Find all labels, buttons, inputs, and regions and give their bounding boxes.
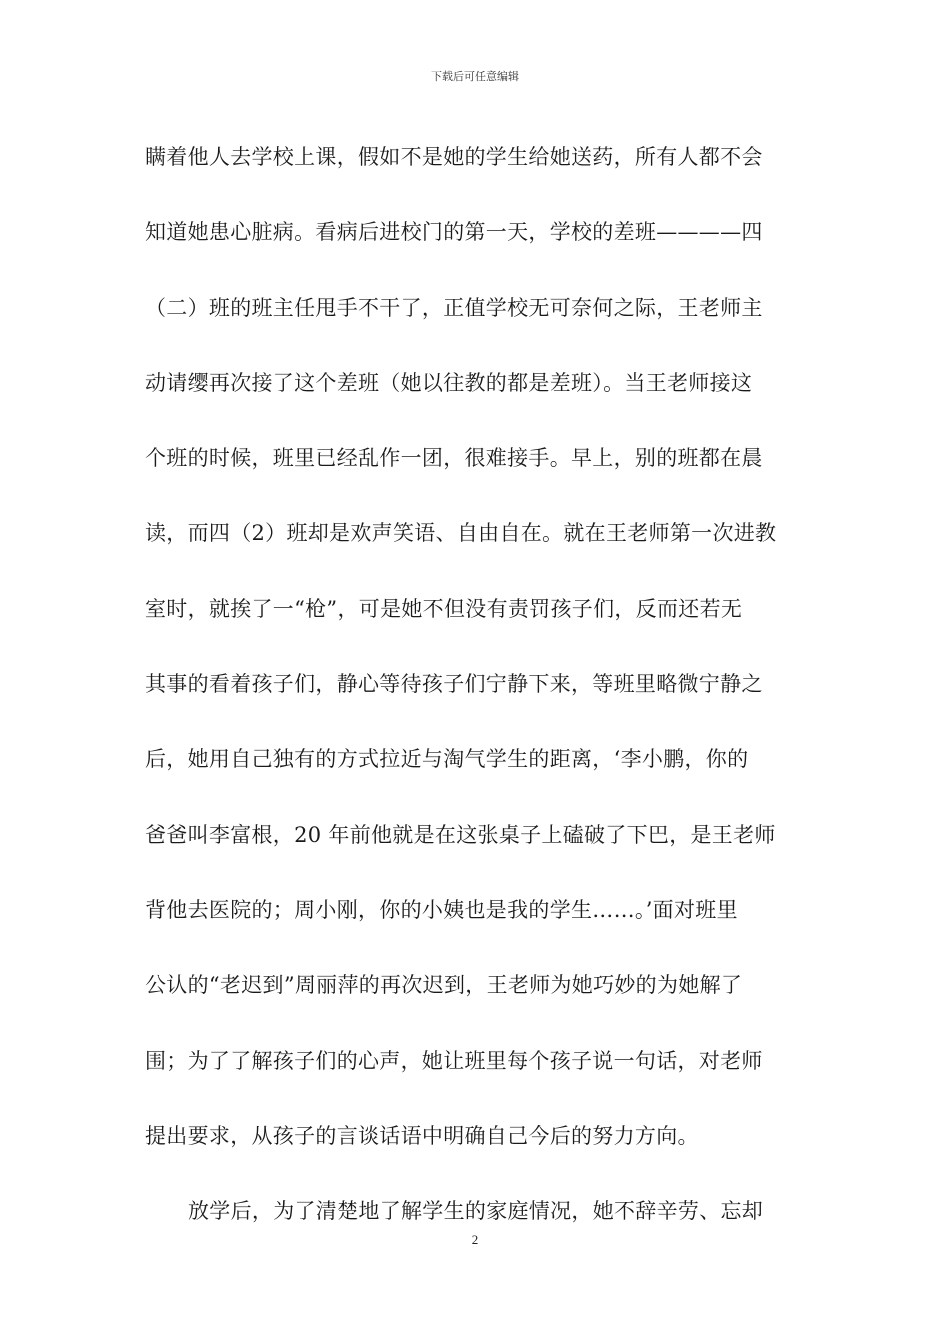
body-line: 室时，就挨了一“枪”，可是她不但没有责罚孩子们，反而还若无 (145, 596, 743, 621)
page-header: 下载后可任意编辑 (431, 70, 519, 83)
body-line: 个班的时候，班里已经乱作一团，很难接手。早上，别的班都在晨 (145, 446, 763, 471)
body-line: 知道她患心脏病。看病后进校门的第一天，学校的差班————四 (145, 220, 763, 245)
body-line: 读，而四（2）班却是欢声笑语、自由自在。就在王老师第一次进教 (145, 521, 777, 546)
body-line: 爸爸叫李富根，20 年前他就是在这张桌子上磕破了下巴，是王老师 (145, 822, 776, 847)
page-number: 2 (471, 1232, 479, 1247)
body-line: 公认的“老迟到”周丽萍的再次迟到，王老师为她巧妙的为她解了 (145, 973, 743, 998)
body-line: 围；为了了解孩子们的心声，她让班里每个孩子说一句话，对老师 (145, 1048, 763, 1073)
body-line: 背他去医院的；周小刚，你的小姨也是我的学生……。’面对班里 (145, 897, 738, 922)
body-line: 后，她用自己独有的方式拉近与淘气学生的距离，‘李小鹏，你的 (145, 747, 749, 772)
body-line: （二）班的班主任甩手不干了，正值学校无可奈何之际，王老师主 (145, 295, 763, 320)
body-line: 提出要求，从孩子的言谈话语中明确自己今后的努力方向。 (145, 1123, 699, 1148)
body-line: 动请缨再次接了这个差班（她以往教的都是差班）。当王老师接这 (145, 370, 753, 395)
paragraph-start-line: 放学后，为了清楚地了解学生的家庭情况，她不辞辛劳、忘却 (188, 1199, 764, 1224)
body-line: 瞒着他人去学校上课，假如不是她的学生给她送药，所有人都不会 (145, 145, 763, 169)
body-line: 其事的看着孩子们，静心等待孩子们宁静下来，等班里略微宁静之 (145, 672, 763, 697)
document-body (145, 137, 805, 1266)
